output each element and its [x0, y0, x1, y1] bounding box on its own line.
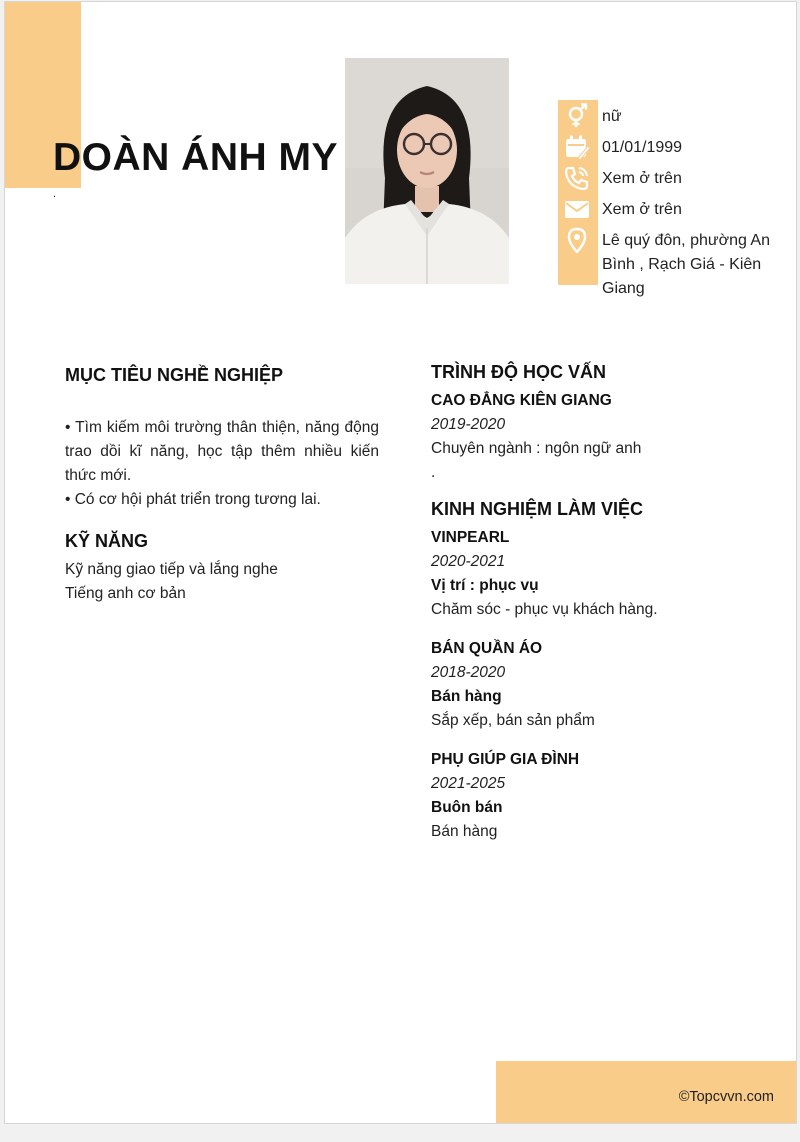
- education-title: TRÌNH ĐỘ HỌC VẤN: [431, 362, 606, 382]
- profile-photo: [345, 58, 509, 284]
- footer-copyright: ©Topcvvn.com: [678, 1089, 774, 1105]
- job-position: Bán hàng: [431, 688, 502, 705]
- job-period: 2021-2025: [431, 775, 506, 792]
- job-position: Buôn bán: [431, 799, 503, 816]
- resume-page: [4, 1, 797, 1124]
- job-description: Chăm sóc - phục vụ khách hàng.: [431, 601, 658, 618]
- education-school: CAO ĐẲNG KIÊN GIANG: [431, 392, 612, 409]
- objective-line-1: • Tìm kiếm môi trường thân thiện, năng động trao dồi kĩ năng, học tập thêm nhiều kiến thức mới.: [65, 419, 379, 484]
- skill-item: Tiếng anh cơ bản: [65, 585, 186, 602]
- name-subtext: .: [53, 188, 57, 200]
- job-company: VINPEARL: [431, 529, 510, 546]
- contact-phone: Xem ở trên: [602, 170, 682, 187]
- objective-line-2: • Có cơ hội phát triển trong tương lai.: [65, 491, 321, 508]
- education-period: 2019-2020: [431, 416, 506, 433]
- calendar-icon: [563, 133, 591, 161]
- experience-title: KINH NGHIỆM LÀM VIỆC: [431, 499, 644, 519]
- skill-item: Kỹ năng giao tiếp và lắng nghe: [65, 561, 278, 578]
- contact-birthday: 01/01/1999: [602, 139, 683, 156]
- job-period: 2018-2020: [431, 664, 506, 681]
- education-note: .: [431, 464, 436, 481]
- phone-icon: [563, 164, 591, 192]
- job-description: Bán hàng: [431, 823, 498, 840]
- contact-email: Xem ở trên: [602, 201, 682, 218]
- contact-gender: nữ: [602, 108, 622, 125]
- job-period: 2020-2021: [431, 553, 506, 570]
- job-position: Vị trí : phục vụ: [431, 577, 539, 594]
- job-company: BÁN QUẦN ÁO: [431, 640, 543, 657]
- job-company: PHỤ GIÚP GIA ĐÌNH: [431, 751, 580, 768]
- education-major: Chuyên ngành : ngôn ngữ anh: [431, 440, 642, 457]
- email-icon: [563, 195, 591, 223]
- contact-address: Lê quý đôn, phường An Bình , Rạch Giá - Kiên Giang: [602, 232, 770, 297]
- objective-title: MỤC TIÊU NGHỀ NGHIỆP: [65, 365, 284, 385]
- candidate-name: DOÀN ÁNH MY: [53, 136, 338, 179]
- job-description: Sắp xếp, bán sản phẩm: [431, 712, 595, 729]
- location-icon: [563, 226, 591, 254]
- skills-title: KỸ NĂNG: [65, 531, 149, 551]
- gender-icon: [563, 102, 591, 130]
